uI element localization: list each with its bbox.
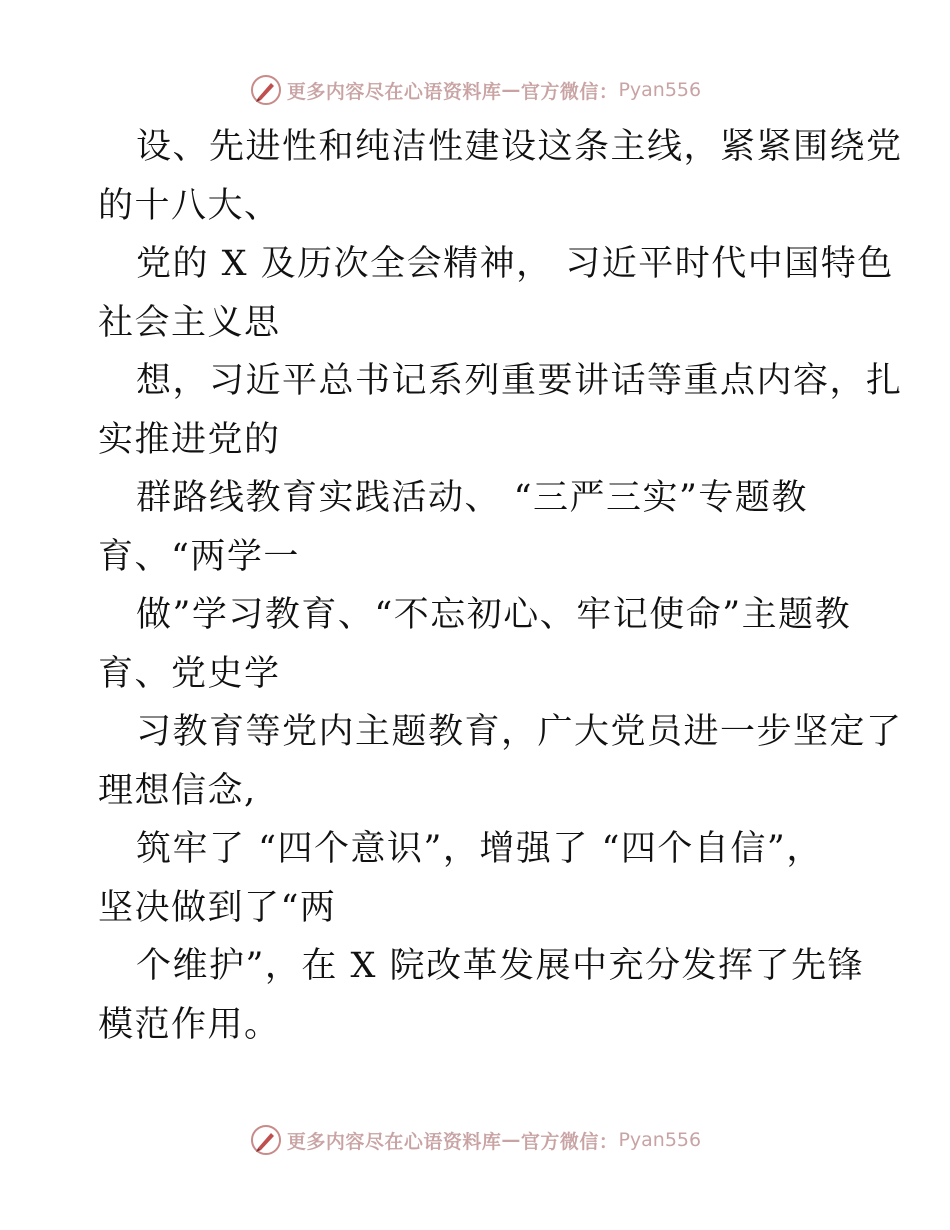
text-line: 实推进党的 bbox=[98, 419, 281, 460]
pen-nib-icon bbox=[249, 73, 283, 107]
text-line: 想，习近平总书记系列重要讲话等重点内容，扎 bbox=[136, 361, 903, 401]
banner-dash: — bbox=[501, 79, 521, 101]
banner-id: Pyan556 bbox=[618, 1129, 702, 1151]
banner-title: 更多内容尽在心语资料库 bbox=[286, 80, 502, 103]
text-line: 党的 X 及历次全会精神， 习近平时代中国特色 bbox=[136, 244, 894, 284]
text-line: 群路线教育实践活动、 “三严三实”专题教 bbox=[136, 478, 808, 518]
banner-contact: 官方微信： bbox=[520, 80, 619, 103]
header-watermark bbox=[0, 70, 950, 110]
text-line: 做”学习教育、“不忘初心、牢记使命”主题教 bbox=[136, 595, 852, 635]
text-line: 理想信念, bbox=[98, 770, 257, 811]
text-line: 筑牢了 “四个意识”，增强了 “四个自信”， bbox=[136, 829, 823, 869]
text-line: 个维护”，在 X 院改革发展中充分发挥了先锋 bbox=[136, 946, 865, 986]
banner-id: Pyan556 bbox=[618, 79, 702, 101]
text-line: 社会主义思 bbox=[98, 302, 281, 343]
text-line: 育、党史学 bbox=[98, 653, 281, 694]
footer-watermark bbox=[0, 1120, 950, 1160]
banner-title: 更多内容尽在心语资料库 bbox=[286, 1130, 502, 1153]
banner-contact: 官方微信： bbox=[520, 1130, 619, 1153]
pen-nib-icon bbox=[249, 1123, 283, 1157]
document-body bbox=[98, 118, 903, 1054]
text-line: 育、“两学一 bbox=[98, 536, 300, 577]
text-line: 的十八大、 bbox=[98, 185, 281, 226]
text-line: 设、先进性和纯洁性建设这条主线，紧紧围绕党 bbox=[136, 127, 903, 167]
text-line: 坚决做到了“两 bbox=[98, 887, 337, 928]
text-line: 习教育等党内主题教育，广大党员进一步坚定了 bbox=[136, 712, 903, 752]
text-line: 模范作用。 bbox=[98, 1004, 281, 1045]
banner-dash: — bbox=[501, 1129, 521, 1151]
